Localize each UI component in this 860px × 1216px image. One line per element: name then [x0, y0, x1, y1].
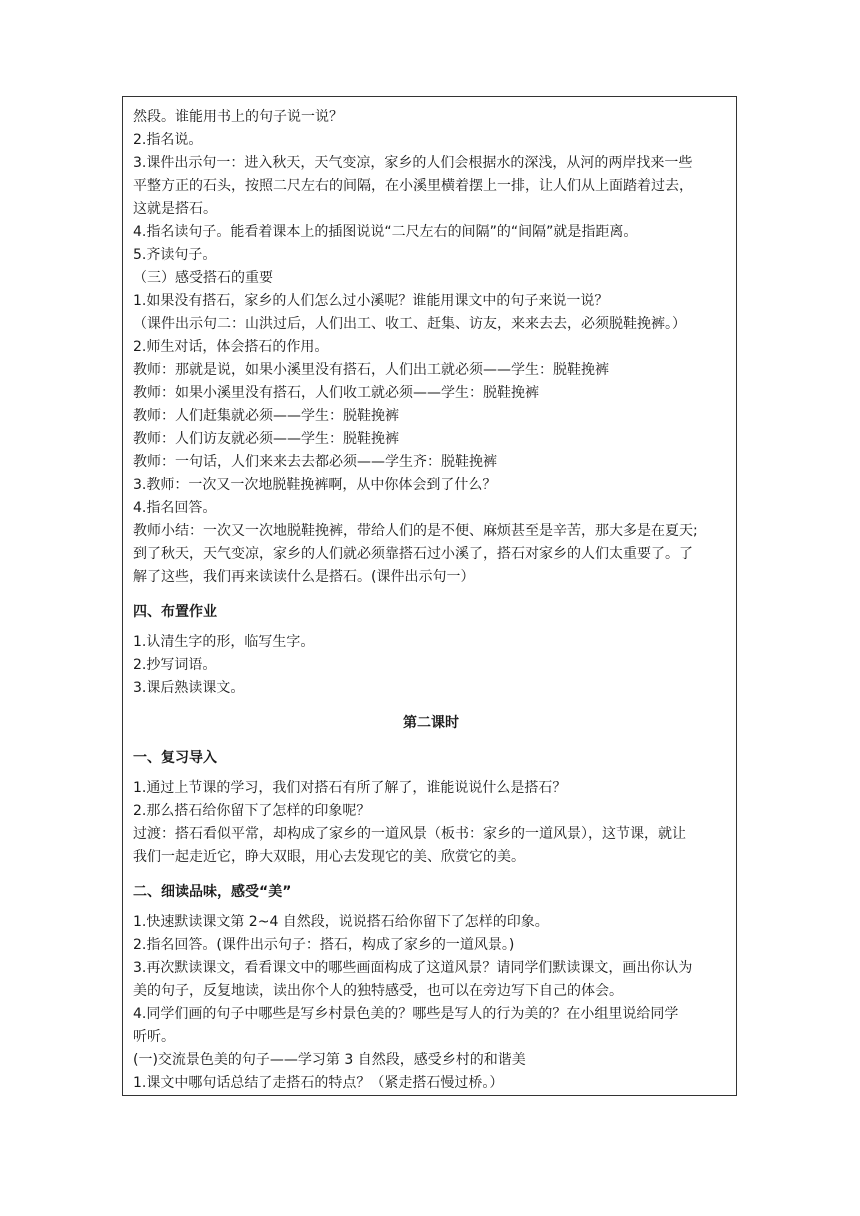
- text-line: 5.齐读句子。: [133, 247, 217, 263]
- section-homework: [133, 631, 729, 700]
- text-line: 3.教师：一次又一次地脱鞋挽裤啊，从中你体会到了什么？: [133, 477, 497, 493]
- text-line: (一)交流景色美的句子——学习第 3 自然段，感受乡村的和谐美: [133, 1052, 526, 1068]
- section-review: [133, 777, 729, 869]
- text-line: 到了秋天，天气变凉，家乡的人们就必须靠搭石过小溪了，搭石对家乡的人们太重要了。了: [133, 546, 693, 562]
- lesson-plan-content: [133, 106, 729, 1095]
- document-table-cell: [122, 96, 737, 1096]
- text-line: 教师：一句话，人们来来去去都必须——学生齐：脱鞋挽裤: [133, 454, 497, 470]
- text-line: 美的句子，反复地读，读出你个人的独特感受，也可以在旁边写下自己的体会。: [133, 983, 623, 999]
- text-line: 教师：那就是说，如果小溪里没有搭石，人们出工就必须——学生：脱鞋挽裤: [133, 362, 609, 378]
- heading-review: 一、复习导入: [133, 750, 217, 766]
- text-line: 1.如果没有搭石，家乡的人们怎么过小溪呢？谁能用课文中的句子来说一说？: [133, 293, 609, 309]
- text-line: 这就是搭石。: [133, 201, 217, 217]
- text-line: 3.课件出示句一：进入秋天，天气变凉，家乡的人们会根据水的深浅，从河的两岸找来一些: [133, 155, 693, 171]
- text-line: 解了这些，我们再来读读什么是搭石。(课件出示句一）: [133, 569, 475, 585]
- text-line: 教师：人们访友就必须——学生：脱鞋挽裤: [133, 431, 399, 447]
- text-line: 2.抄写词语。: [133, 657, 217, 673]
- text-line: 1.通过上节课的学习，我们对搭石有所了解了，谁能说说什么是搭石？: [133, 780, 567, 796]
- text-line: 然段。谁能用书上的句子说一说？: [133, 109, 343, 125]
- text-line: 4.同学们画的句子中哪些是写乡村景色美的？哪些是写人的行为美的？在小组里说给同学: [133, 1006, 679, 1022]
- text-line: 4.指名读句子。能看着课本上的插图说说“二尺左右的间隔”的“间隔”就是指距离。: [133, 224, 638, 240]
- section-close-reading: [133, 911, 729, 1095]
- text-line: 平整方正的石头，按照二尺左右的间隔，在小溪里横着摆上一排，让人们从上面踏着过去，: [133, 178, 693, 194]
- text-line: 我们一起走近它，睁大双眼，用心去发现它的美、欣赏它的美。: [133, 849, 525, 865]
- text-line: 1.快速默读课文第 2~4 自然段，说说搭石给你留下了怎样的印象。: [133, 914, 549, 930]
- text-line: 2.指名回答。(课件出示句子：搭石，构成了家乡的一道风景。): [133, 937, 515, 953]
- section-feel-importance: [133, 106, 729, 589]
- text-line: 2.那么搭石给你留下了怎样的印象呢？: [133, 803, 371, 819]
- heading-close-reading: 二、细读品味，感受“美”: [133, 884, 292, 900]
- text-line: 1.课文中哪句话总结了走搭石的特点？（紧走搭石慢过桥。）: [133, 1075, 504, 1091]
- lesson-title: 第二课时: [403, 715, 459, 731]
- text-line: 1.认清生字的形，临写生字。: [133, 634, 315, 650]
- text-line: 听听。: [133, 1029, 175, 1045]
- text-line: 3.再次默读课文，看看课文中的哪些画面构成了这道风景？请同学们默读课文，画出你认为: [133, 960, 693, 976]
- text-line: 2.指名说。: [133, 132, 203, 148]
- text-line: 2.师生对话，体会搭石的作用。: [133, 339, 329, 355]
- text-line: （三）感受搭石的重要: [133, 270, 273, 286]
- text-line: 教师：人们赶集就必须——学生：脱鞋挽裤: [133, 408, 399, 424]
- text-line: 教师小结：一次又一次地脱鞋挽裤，带给人们的是不便、麻烦甚至是辛苦，那大多是在夏天;: [133, 523, 698, 539]
- heading-homework: 四、布置作业: [133, 604, 217, 620]
- text-line: 教师：如果小溪里没有搭石，人们收工就必须——学生：脱鞋挽裤: [133, 385, 539, 401]
- text-line: （课件出示句二：山洪过后，人们出工、收工、赶集、访友，来来去去，必须脱鞋挽裤。）: [133, 316, 686, 332]
- text-line: 3.课后熟读课文。: [133, 680, 245, 696]
- text-line: 4.指名回答。: [133, 500, 217, 516]
- text-line: 过渡：搭石看似平常，却构成了家乡的一道风景（板书：家乡的一道风景），这节课，就让: [133, 826, 686, 842]
